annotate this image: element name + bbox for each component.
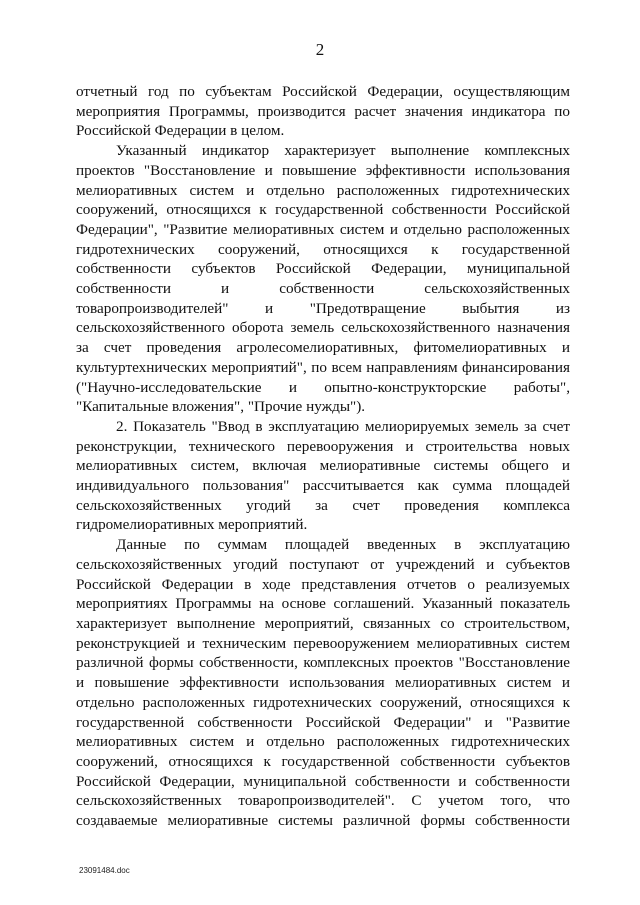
page-number: 2 [315,40,325,59]
paragraph-3: 2. Показатель "Ввод в эксплуатацию мелиорируемых земель за счет реконструкции, технического перевооружения и строительства новых мелиоративных систем, включая мелиоративные системы общего и индивидуального пользования" рассчитывается как сумма площадей сельскохозяйственных угодий за счет проведения комплекса гидромелиоративных мероприятий. [76,417,570,534]
paragraph-1: отчетный год по субъектам Российской Федерации, осуществляющим мероприятия Программы, производится расчет значения индикатора по Российской Федерации в целом. [76,83,570,140]
paragraph-2: Указанный индикатор характеризует выполнение комплексных проектов "Восстановление и повышение эффективности использования мелиоративных систем и отдельно расположенных гидротехнических сооружений, относящихся к государственной собственности Российской Федерации", "Развитие мелиоративных систем и отдельно расположенных гидротехнических сооружений, относящихся к государственной собственности субъектов Российской Федерации, муниципальной собственности и собственности сельскохозяйственных товаропроизводителей" и "Предотвращение выбытия из сельскохозяйственного оборота земель сельскохозяйственного назначения за счет проведения агролесомелиоративных, фитомелиоративных и культуртехнических мероприятий", по всем направлениям финансирования ("Научно-исследовательские и опытно-конструкторские работы", "Капитальные вложения", "Прочие нужды"). [76,142,570,416]
paragraph-4: Данные по суммам площадей введенных в эксплуатацию сельскохозяйственных угодий поступают от учреждений и субъектов Российской Федерации в ходе представления отчетов о реализуемых мероприятиях Программы на основе соглашений. Указанный показатель характеризует выполнение мероприятий, связанных со строительством, реконструкцией и техническим перевооружением мелиоративных систем различной формы собственности, комплексных проектов "Восстановление и повышение эффективности использования мелиоративных систем и отдельно расположенных гидротехнических сооружений, относящихся к государственной собственности Российской Федерации" и "Развитие мелиоративных систем и отдельно расположенных гидротехнических сооружений, относящихся к государственной собственности субъектов Российской Федерации, муниципальной собственности и собственности сельскохозяйственных товаропроизводителей". С учетом того, что создаваемые мелиоративные системы различной формы собственности [76,536,570,830]
footer-filename: 23091484.doc [79,866,130,875]
document-body [76,82,570,831]
